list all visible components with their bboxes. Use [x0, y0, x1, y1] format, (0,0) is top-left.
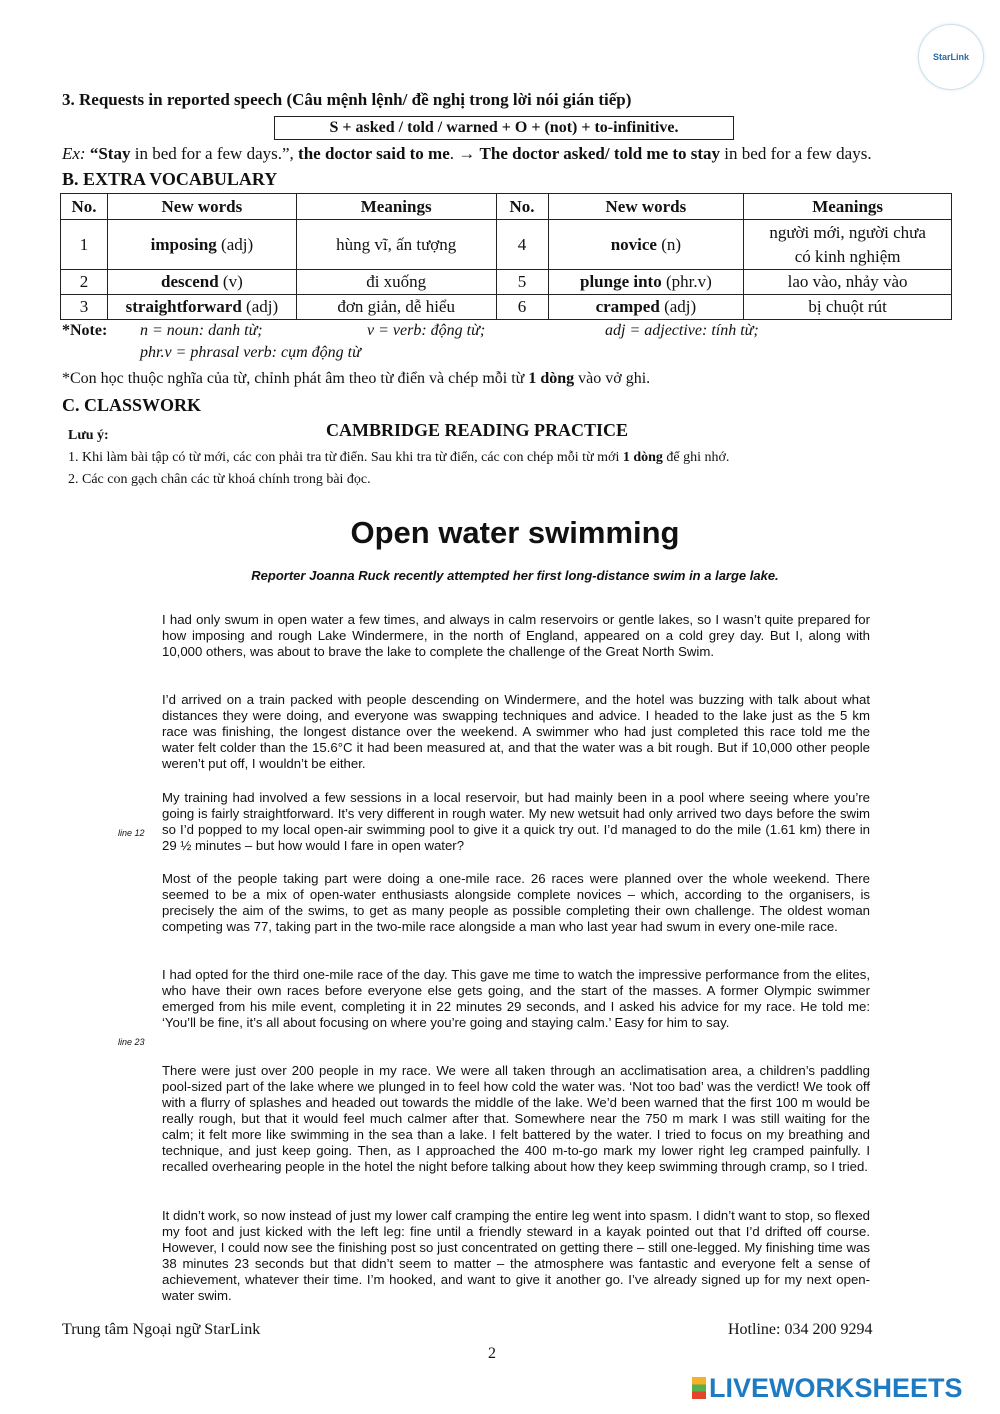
abbreviation-note: [62, 322, 822, 368]
footer-center-name: Trung tâm Ngoại ngữ StarLink: [62, 1321, 261, 1338]
inst1-a: 1. Khi làm bài tập có từ mới, các con phải tra từ điển. Sau khi tra từ điển, các con chép mỗi từ mới: [68, 450, 623, 465]
study-memo: [62, 370, 650, 388]
cell-meaning: đi xuống: [296, 270, 496, 295]
word-text: straightforward: [125, 297, 242, 316]
reading-paragraph-1: I had only swum in open water a few times, and always in calm reservoirs or gentle lakes, so I wasn’t quite prepared for how imposing and rough Lake Windermere, in the north of England, appeared on a cold grey day. But I, along with 10,000 others, was about to brave the lake to complete the challenge of the Great North Swim.: [162, 612, 870, 659]
reading-paragraph-7: It didn’t work, so now instead of just my lower calf cramping the entire leg went into spasm. I didn’t want to stop, so flexed my foot and just kicked with the left leg: fine until a friendly steward in a kayak pointed out that I’d drifted off course. However, I could now see the finishing post so just concentrated on getting there – still one-legged. My finishing time was 38 minutes 23 seconds but that didn’t seem to matter – the atmosphere was fantastic and everyone felt a sense of achievement, whatever their time. I’m hooked, and want to give it another go. I’ve already signed up for my next open-water swim.: [162, 1208, 870, 1303]
example-quote-bold: “Stay: [89, 144, 131, 163]
grammar-example: [62, 144, 872, 164]
word-text: novice: [610, 234, 657, 254]
cell-meaning: đơn giản, dễ hiểu: [296, 295, 496, 320]
reading-paragraph-2: I’d arrived on a train packed with people descending on Windermere, and the hotel was buzzing with talk about what distances they were doing, and everyone was swapping techniques and advice. I headed to the lake just as the 5 km race was finishing, the longest distance over the weekend. A swimmer who had just completed this race told me the water felt colder than the 15.6°C it had been measured at, and that the water was a bit rough. But if 10,000 other people weren’t put off, I wouldn’t be either.: [162, 692, 870, 771]
word-text: descend: [161, 272, 219, 291]
note-phrv: phr.v = phrasal verb: cụm động từ: [140, 344, 361, 361]
header-new-words-2: New words: [548, 194, 744, 220]
cell-no: 5: [496, 270, 548, 295]
liveworksheets-icon: [692, 1377, 706, 1399]
cell-word: [548, 220, 744, 270]
example-arrow: . →: [449, 144, 480, 163]
inst1-bold: 1 dòng: [622, 450, 663, 465]
header-no-1: No.: [61, 194, 108, 220]
cell-word: [107, 220, 296, 270]
note-label: *Note:: [62, 322, 108, 339]
word-pos: (v): [218, 272, 243, 291]
line-ref-23: line 23: [118, 1037, 145, 1047]
header-meanings-2: Meanings: [744, 194, 952, 220]
cell-no: 6: [496, 295, 548, 320]
cell-word: [107, 295, 296, 320]
cell-meaning: bị chuột rút: [744, 295, 952, 320]
table-row: [61, 220, 952, 270]
table-row: [61, 295, 952, 320]
note-noun: n = noun: danh từ;: [140, 322, 263, 339]
luu-y-label: Lưu ý:: [68, 428, 109, 443]
example-reported-rest: in bed for a few days.: [720, 144, 872, 163]
reading-paragraph-4: Most of the people taking part were doing a one-mile race. 26 races were planned over the whole weekend. There seemed to be a mix of open-water enthusiasts alongside complete novices – which, according to the organisers, is precisely the aim of the swims, to get as many people as possible completing their own challenge. The oldest woman competing was 77, taking part in the two-mile race alongside a man who last year had swum in every one-mile race.: [162, 871, 870, 934]
header-new-words-1: New words: [107, 194, 296, 220]
reading-subtitle: Reporter Joanna Ruck recently attempted her first long-distance swim in a large lake.: [251, 568, 779, 583]
footer-hotline: Hotline: 034 200 9294: [728, 1321, 873, 1338]
example-reported: The doctor asked/ told me to stay: [479, 144, 721, 163]
inst1-b: để ghi nhớ.: [662, 450, 730, 465]
reading-paragraph-6: There were just over 200 people in my race. We were all taken through an acclimatisation area, a children’s paddling pool-sized part of the lake where we plunged in to feel how cold the water was. ‘Not too bad’ was the verdict! We took off with a flurry of splashes and headed out towards the middle of the lake. We’d been warned that the first 100 m would be really rough, but that it would feel much calmer after that. Somewhere near the 750 m mark I was still waiting for the calm; it felt more like swimming in the sea than a lake. I felt battered by the water. I tried to focus on my breathing and technique, and just keep going. Then, as I approached the 400 m-to-go mark my lower right leg cramped painfully. I recalled overhearing people in the hotel the night before talking about how they keep swimming through cramp, so I tried.: [162, 1063, 870, 1174]
word-pos: (n): [656, 234, 682, 254]
example-label: Ex:: [62, 144, 86, 163]
instruction-1: [68, 450, 729, 466]
word-pos: (adj): [241, 297, 279, 316]
instruction-2: 2. Các con gạch chân các từ khoá chính trong bài đọc.: [68, 472, 371, 487]
practice-title: CAMBRIDGE READING PRACTICE: [326, 420, 629, 440]
section-c-heading: C. CLASSWORK: [62, 395, 202, 415]
cell-no: 3: [61, 295, 108, 320]
vocabulary-table: [60, 193, 952, 320]
table-header-row: [61, 194, 952, 220]
page-number: 2: [488, 1345, 496, 1362]
cell-meaning: hùng vĩ, ấn tượng: [296, 220, 496, 270]
section3-title: 3. Requests in reported speech (Câu mệnh lệnh/ đề nghị trong lời nói gián tiếp): [62, 90, 632, 109]
starlink-logo: [918, 24, 984, 90]
cell-no: 1: [61, 220, 108, 270]
cell-word: [548, 270, 744, 295]
word-text: imposing: [150, 234, 217, 254]
logo-text: StarLink: [932, 52, 969, 62]
word-text: plunge into: [579, 272, 662, 291]
example-quote-rest: in bed for a few days.”,: [130, 144, 299, 163]
note-adj: adj = adjective: tính từ;: [605, 322, 759, 339]
memo-text-a: *Con học thuộc nghĩa của từ, chỉnh phát âm theo từ điển và chép mỗi từ: [62, 370, 529, 387]
reading-paragraph-3: My training had involved a few sessions in a local reservoir, but had mainly been in a pool where seeing where you’re going is fairly straightforward. It’s very different in rough water. My new wetsuit had only arrived two days before the swim so I’d popped to my local open-air swimming pool to give it a quick try out. I’d managed to do the mile (1.61 km) there in 29 ½ minutes – but how would I fare in open water?: [162, 790, 870, 853]
memo-text-b: vào vở ghi.: [574, 370, 651, 387]
example-speaker: the doctor said to me: [298, 144, 450, 163]
reading-paragraph-5: I had opted for the third one-mile race of the day. This gave me time to watch the impressive performance from the elites, who have their own races before everyone else gets going, and the start of the masses. A former Olympic swimmer emerged from his mile event, completing it in 22 minutes 29 seconds, and I asked his advice for my race. He told me: ‘You’ll be fine, it’s all about focusing on where you’re going and staying calm.’ Easy for him to say.: [162, 967, 870, 1030]
header-no-2: No.: [496, 194, 548, 220]
cell-word: [548, 295, 744, 320]
liveworksheets-text: LIVEWORKSHEETS: [709, 1373, 963, 1403]
cell-no: 4: [496, 220, 548, 270]
line-ref-12: line 12: [118, 828, 145, 838]
header-meanings-1: Meanings: [296, 194, 496, 220]
word-pos: (adj): [216, 234, 254, 254]
section-b-heading: B. EXTRA VOCABULARY: [62, 169, 278, 189]
table-row: [61, 270, 952, 295]
cell-no: 2: [61, 270, 108, 295]
cell-meaning: người mới, người chưa có kinh nghiệm: [744, 220, 952, 270]
word-text: cramped: [595, 297, 660, 316]
note-verb: v = verb: động từ;: [367, 322, 486, 339]
memo-bold: 1 dòng: [528, 370, 575, 387]
cell-meaning: lao vào, nhảy vào: [744, 270, 952, 295]
liveworksheets-logo[interactable]: [692, 1373, 963, 1404]
cell-word: [107, 270, 296, 295]
word-pos: (phr.v): [661, 272, 712, 291]
word-pos: (adj): [659, 297, 697, 316]
grammar-formula: S + asked / told / warned + O + (not) + to-infinitive.: [274, 116, 734, 140]
reading-title: Open water swimming: [350, 515, 680, 550]
